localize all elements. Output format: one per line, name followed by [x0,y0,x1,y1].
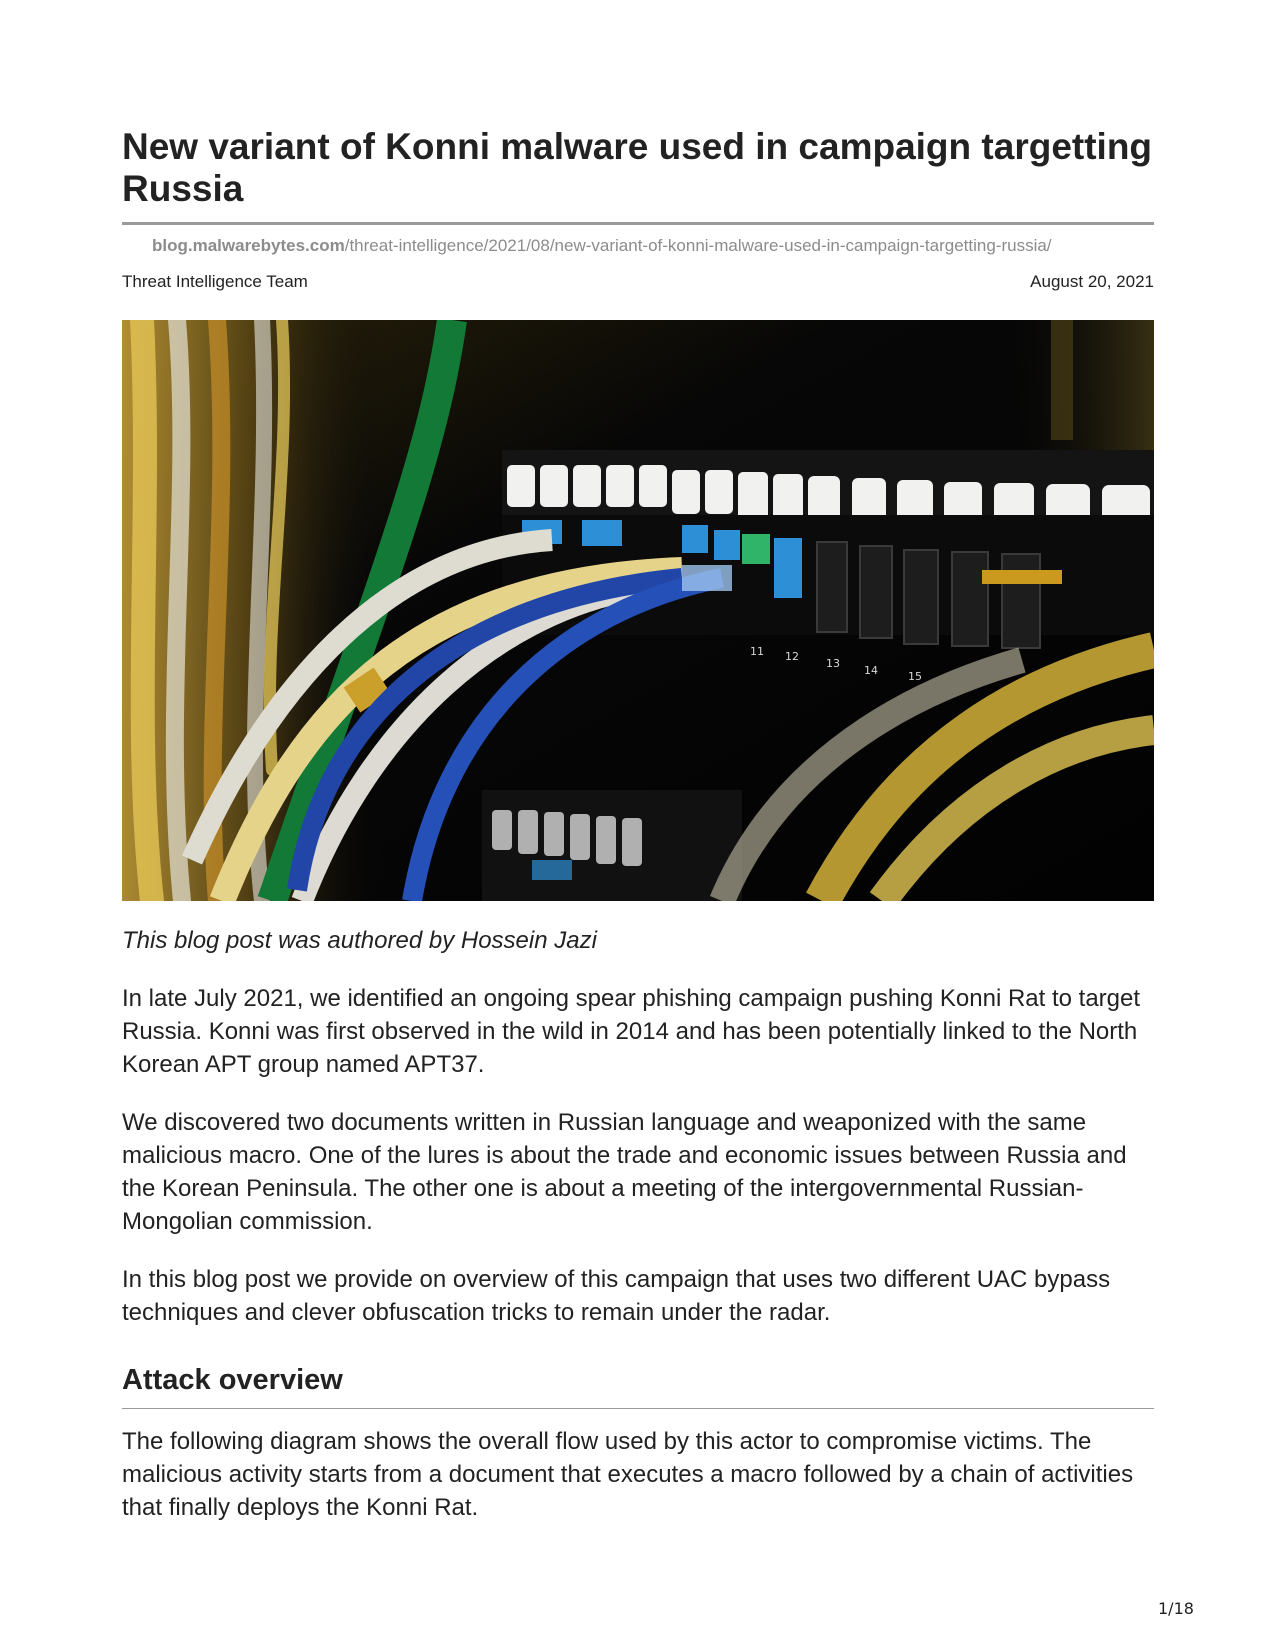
article-title: New variant of Konni malware used in campaign targetting Russia [122,126,1153,209]
title-divider [122,222,1154,225]
article-date: August 20, 2021 [1030,272,1154,291]
article-author: Threat Intelligence Team [122,272,308,291]
hero-image [122,320,1154,901]
paragraph-overview: In this blog post we provide on overview of this campaign that uses two different UAC bypass techniques and clever obfuscation tricks to remain under the radar. [122,1266,1111,1326]
paragraph-attack-overview: The following diagram shows the overall flow used by this actor to compromise victims. The malicious activity starts from a document that executes a macro followed by a chain of activities that finally deploys the Konni Rat. [122,1428,1134,1521]
svg-text:13: 13 [826,657,840,670]
svg-text:15: 15 [908,670,922,683]
paragraph-intro: In late July 2021, we identified an ongoing spear phishing campaign pushing Konni Rat to target Russia. Konni was first observed in the wild in 2014 and has been potentially linked to the North Korean APT group named APT37. [122,985,1141,1078]
network-cables-photo [122,320,1154,901]
svg-text:12: 12 [785,650,799,663]
page-number: 1/18 [1158,1599,1194,1618]
svg-text:11: 11 [750,645,764,658]
source-path[interactable]: /threat-intelligence/2021/08/new-variant-of-konni-malware-used-in-campaign-targetting-russia/ [344,236,1052,255]
source-url[interactable] [152,236,1052,256]
paragraph-documents: We discovered two documents written in Russian language and weaponized with the same malicious macro. One of the lures is about the trade and economic issues between Russia and the Korean Peninsula. The other one is about a meeting of the intergovernmental Russian-Mongolian commission. [122,1109,1127,1235]
svg-text:14: 14 [864,664,878,677]
section-divider [122,1408,1154,1409]
article-byline: This blog post was authored by Hossein Jazi [122,927,597,954]
article-meta [122,272,1154,292]
source-domain[interactable]: blog.malwarebytes.com [152,236,345,255]
section-heading: Attack overview [122,1364,343,1396]
